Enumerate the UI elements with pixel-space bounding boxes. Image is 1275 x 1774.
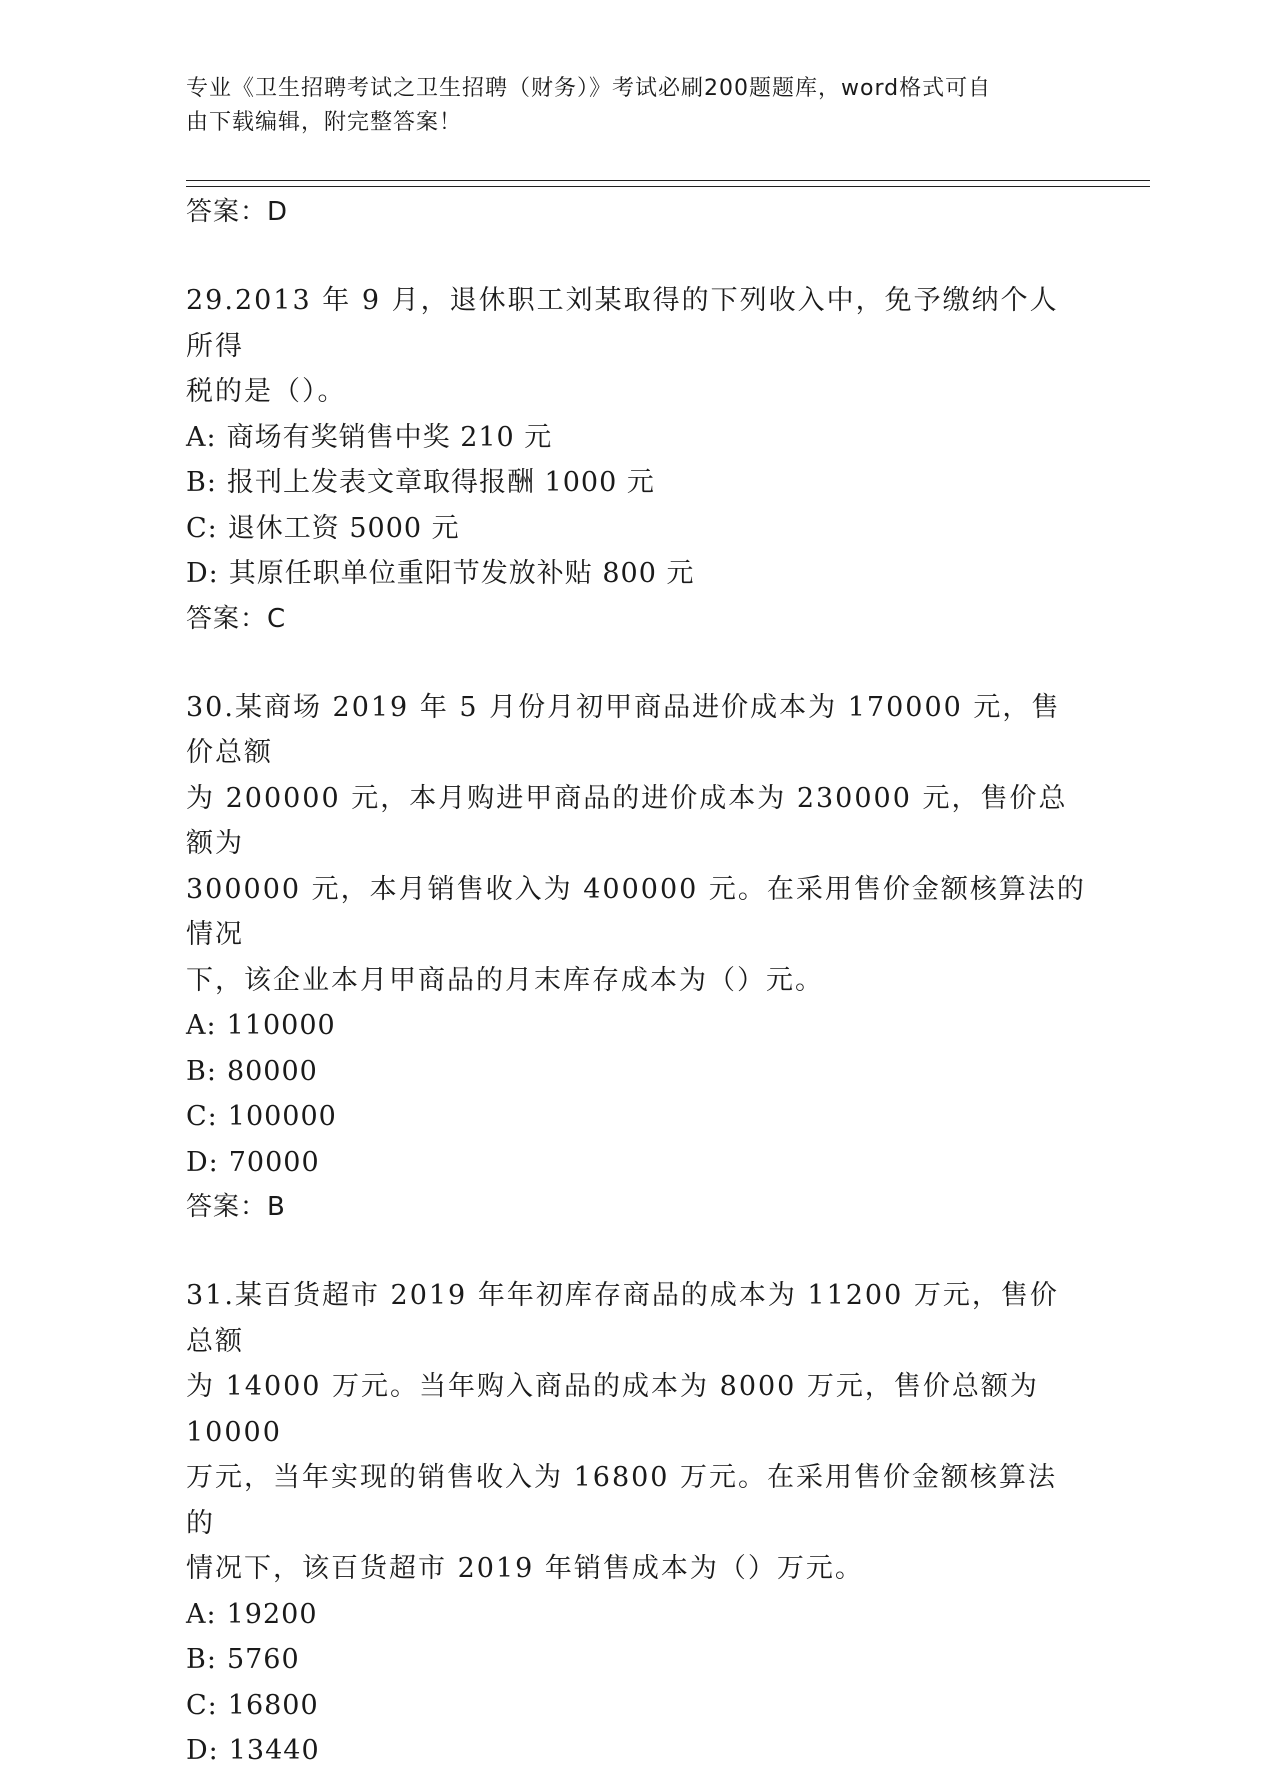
stem-line: 为 14000 万元。当年购入商品的成本为 8000 万元，售价总额为 10000 <box>186 1371 1039 1448</box>
option-text: 其原任职单位重阳节发放补贴 800 元 <box>228 558 695 589</box>
option-letter: A: <box>186 1598 217 1630</box>
option-a <box>186 1592 1086 1638</box>
option-d <box>186 1728 1086 1774</box>
option-text: 110000 <box>226 1010 336 1041</box>
stem-line: 30.某商场 2019 年 5 月份月初甲商品进价成本为 170000 元，售价总额 <box>186 691 1061 768</box>
option-c <box>186 506 1086 552</box>
option-text: 退休工资 5000 元 <box>227 512 460 544</box>
option-b <box>186 460 1086 506</box>
stem-line: 29.2013 年 9 月，退休职工刘某取得的下列收入中，免予缴纳个人所得 <box>186 285 1059 362</box>
option-text: 80000 <box>226 1055 318 1087</box>
header-line-1: 专业《卫生招聘考试之卫生招聘（财务）》考试必刷200题题库，word格式可自 <box>186 76 992 101</box>
option-letter: D: <box>186 1146 219 1178</box>
option-text: 5760 <box>226 1644 300 1675</box>
option-text: 报刊上发表文章取得报酬 1000 元 <box>226 467 655 498</box>
option-text: 100000 <box>227 1101 337 1132</box>
stem-line: 税的是（）。 <box>186 376 347 407</box>
option-text: 13440 <box>228 1735 320 1766</box>
page-header <box>186 72 1066 140</box>
header-line-2: 由下载编辑，附完整答案！ <box>186 110 463 135</box>
option-a <box>186 415 1086 461</box>
question-30 <box>186 685 1086 1230</box>
previous-answer: 答案：D <box>186 197 289 227</box>
question-list <box>186 190 1086 1774</box>
stem-line: 31.某百货超市 2019 年年初库存商品的成本为 11200 万元，售价总额 <box>186 1280 1059 1357</box>
option-letter: B: <box>186 1055 217 1087</box>
header-divider-bottom <box>186 186 1150 187</box>
option-letter: D: <box>186 558 219 589</box>
answer-line: 答案：B <box>186 1192 286 1222</box>
option-b <box>186 1637 1086 1683</box>
option-letter: A: <box>186 421 217 453</box>
option-letter: C: <box>186 1689 218 1721</box>
option-letter: B: <box>186 467 217 498</box>
stem-line: 300000 元，本月销售收入为 400000 元。在采用售价金额核算法的情况 <box>186 873 1086 950</box>
option-letter: C: <box>186 1101 218 1132</box>
option-text: 70000 <box>228 1146 320 1178</box>
question-stem <box>186 685 1086 1004</box>
option-d <box>186 551 1086 597</box>
question-stem <box>186 278 1086 415</box>
question-29 <box>186 278 1086 641</box>
stem-line: 万元，当年实现的销售收入为 16800 万元。在采用售价金额核算法的 <box>186 1462 1058 1539</box>
stem-line: 情况下，该百货超市 2019 年销售成本为（）万元。 <box>186 1553 864 1584</box>
option-c <box>186 1094 1086 1140</box>
option-letter: C: <box>186 512 218 544</box>
question-31 <box>186 1273 1086 1774</box>
option-text: 商场有奖销售中奖 210 元 <box>226 421 553 453</box>
option-b <box>186 1049 1086 1095</box>
option-letter: D: <box>186 1735 219 1766</box>
option-text: 16800 <box>227 1689 319 1721</box>
option-c <box>186 1683 1086 1729</box>
stem-line: 为 200000 元，本月购进甲商品的进价成本为 230000 元，售价总额为 <box>186 782 1068 859</box>
option-text: 19200 <box>226 1598 318 1630</box>
option-d <box>186 1140 1086 1186</box>
stem-line: 下，该企业本月甲商品的月末库存成本为（）元。 <box>186 964 824 996</box>
header-divider-top <box>186 180 1150 181</box>
question-stem <box>186 1273 1086 1592</box>
answer-line: 答案：C <box>186 603 287 634</box>
option-a <box>186 1003 1086 1049</box>
option-letter: A: <box>186 1010 217 1041</box>
option-letter: B: <box>186 1644 217 1675</box>
